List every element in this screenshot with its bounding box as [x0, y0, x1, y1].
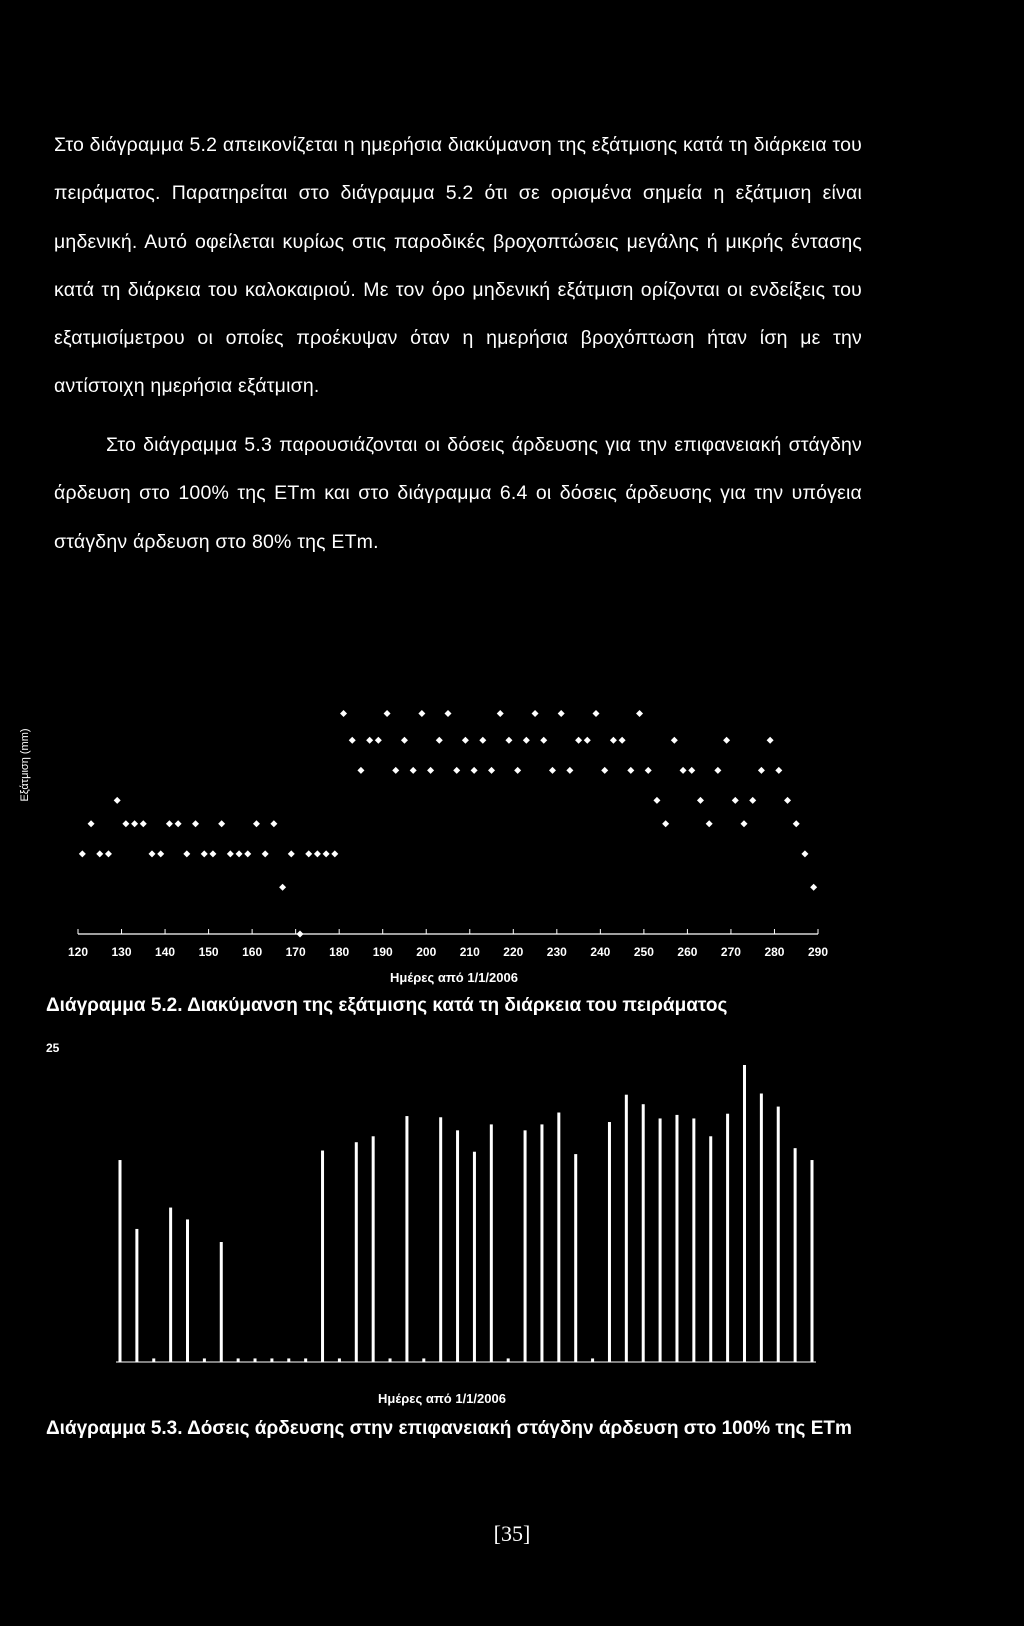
irrigation-bar [287, 1358, 290, 1362]
irrigation-bar [743, 1065, 746, 1362]
x-tick-label: 290 [807, 945, 829, 959]
irrigation-bar [254, 1358, 257, 1362]
irrigation-bar [405, 1116, 408, 1362]
irrigation-bar [692, 1118, 695, 1362]
irrigation-bar [186, 1219, 189, 1362]
irrigation-bar [338, 1358, 341, 1362]
irrigation-bar [372, 1136, 375, 1362]
irrigation-bar [152, 1358, 155, 1362]
irrigation-bar [507, 1358, 510, 1362]
irrigation-bar [135, 1229, 138, 1362]
x-tick-label: 140 [155, 945, 176, 959]
irrigation-x-axis-label: Ημέρες από 1/1/2006 [378, 1391, 506, 1406]
x-tick-label: 250 [633, 945, 654, 959]
irrigation-bar [220, 1242, 223, 1362]
irrigation-bar [524, 1130, 527, 1362]
x-tick-label: 180 [329, 945, 350, 959]
irrigation-bar [355, 1142, 358, 1362]
chart-5-2-caption: Διάγραμμα 5.2. Διακύμανση της εξάτμισης κατά τη διάρκεια του πειράματος [46, 995, 728, 1016]
irrigation-bar [490, 1124, 493, 1362]
irrigation-bar [574, 1154, 577, 1362]
x-tick-label: 220 [503, 945, 524, 959]
page-number: [35] [493, 1521, 531, 1546]
irrigation-bar [625, 1095, 628, 1362]
irrigation-bar [540, 1124, 543, 1362]
x-tick-label: 270 [720, 945, 741, 959]
irrigation-bar [422, 1358, 425, 1362]
irrigation-bar [675, 1115, 678, 1362]
x-tick-label: 200 [416, 945, 437, 959]
x-tick-label: 230 [546, 945, 567, 959]
x-tick-label: 280 [764, 945, 785, 959]
chart-5-3-caption: Διάγραμμα 5.3. Δόσεις άρδευσης στην επιφανειακή στάγδην άρδευση στο 100% της ETm [46, 1418, 852, 1439]
irrigation-bar [473, 1152, 476, 1362]
irrigation-bar [389, 1358, 392, 1362]
irrigation-bar [709, 1136, 712, 1362]
irrigation-bar [203, 1358, 206, 1362]
irrigation-bar [659, 1118, 662, 1362]
paragraph-evaporation: Στο διάγραμμα 5.2 απεικονίζεται η ημερήσια διακύμανση της εξάτμισης κατά τη διάρκεια του πειράματος. Παρατηρείται στο διάγραμμα 5.2 ότι σε ορισμένα σημεία η εξάτμιση είναι μηδενική. Αυτό οφείλεται κυρίως στις παροδικές βροχοπτώσεις μεγάλης ή μικρής έντασης κατά τη διάρκεια του καλοκαιριού. Με τον όρο μηδενική εξάτμιση ορίζονται οι ενδείξεις του εξατμισίμετρου οι οποίες προέκυψαν όταν η ημερήσια βροχόπτωση ήταν ίση με την αντίστοιχη ημερήσια εξάτμιση. [54, 134, 862, 398]
irrigation-bar [608, 1122, 611, 1362]
irrigation-bar [557, 1113, 560, 1362]
irrigation-bar [811, 1160, 814, 1362]
x-tick-label: 190 [372, 945, 393, 959]
evaporation-y-axis-label: Εξάτμιση (mm) [19, 728, 31, 802]
irrigation-bar [642, 1104, 645, 1362]
irrigation-bar [726, 1114, 729, 1362]
irrigation-bar [119, 1160, 122, 1362]
x-tick-label: 130 [111, 945, 132, 959]
irrigation-bars [116, 1065, 816, 1362]
irrigation-bar [456, 1130, 459, 1362]
x-tick-label: 210 [459, 945, 480, 959]
irrigation-bar [777, 1107, 780, 1362]
irrigation-bar [794, 1148, 797, 1362]
x-tick-label: 120 [67, 945, 89, 959]
x-tick-label: 150 [198, 945, 219, 959]
irrigation-bar [237, 1358, 240, 1362]
x-tick-label: 260 [677, 945, 698, 959]
irrigation-bar [270, 1358, 273, 1362]
x-tick-label: 160 [242, 945, 263, 959]
paragraph-irrigation-text: Στο διάγραμμα 5.3 παρουσιάζονται οι δόσεις άρδευσης για την επιφανειακή στάγδην άρδευση στο 100% της ETm και στο διάγραμμα 6.4 οι δόσεις άρδευσης για την υπόγεια στάγδην άρδευση στο 80% της ETm. [54, 434, 862, 553]
x-tick-label: 170 [285, 945, 306, 959]
irrigation-bar [760, 1094, 763, 1362]
irrigation-y-tick-25: 25 [46, 1041, 60, 1055]
irrigation-bar [169, 1208, 172, 1362]
irrigation-bar [304, 1358, 307, 1362]
irrigation-bar [591, 1358, 594, 1362]
irrigation-bar [439, 1117, 442, 1362]
x-tick-label: 240 [590, 945, 611, 959]
evaporation-x-axis-label: Ημέρες από 1/1/2006 [390, 970, 518, 985]
irrigation-bar [321, 1151, 324, 1362]
